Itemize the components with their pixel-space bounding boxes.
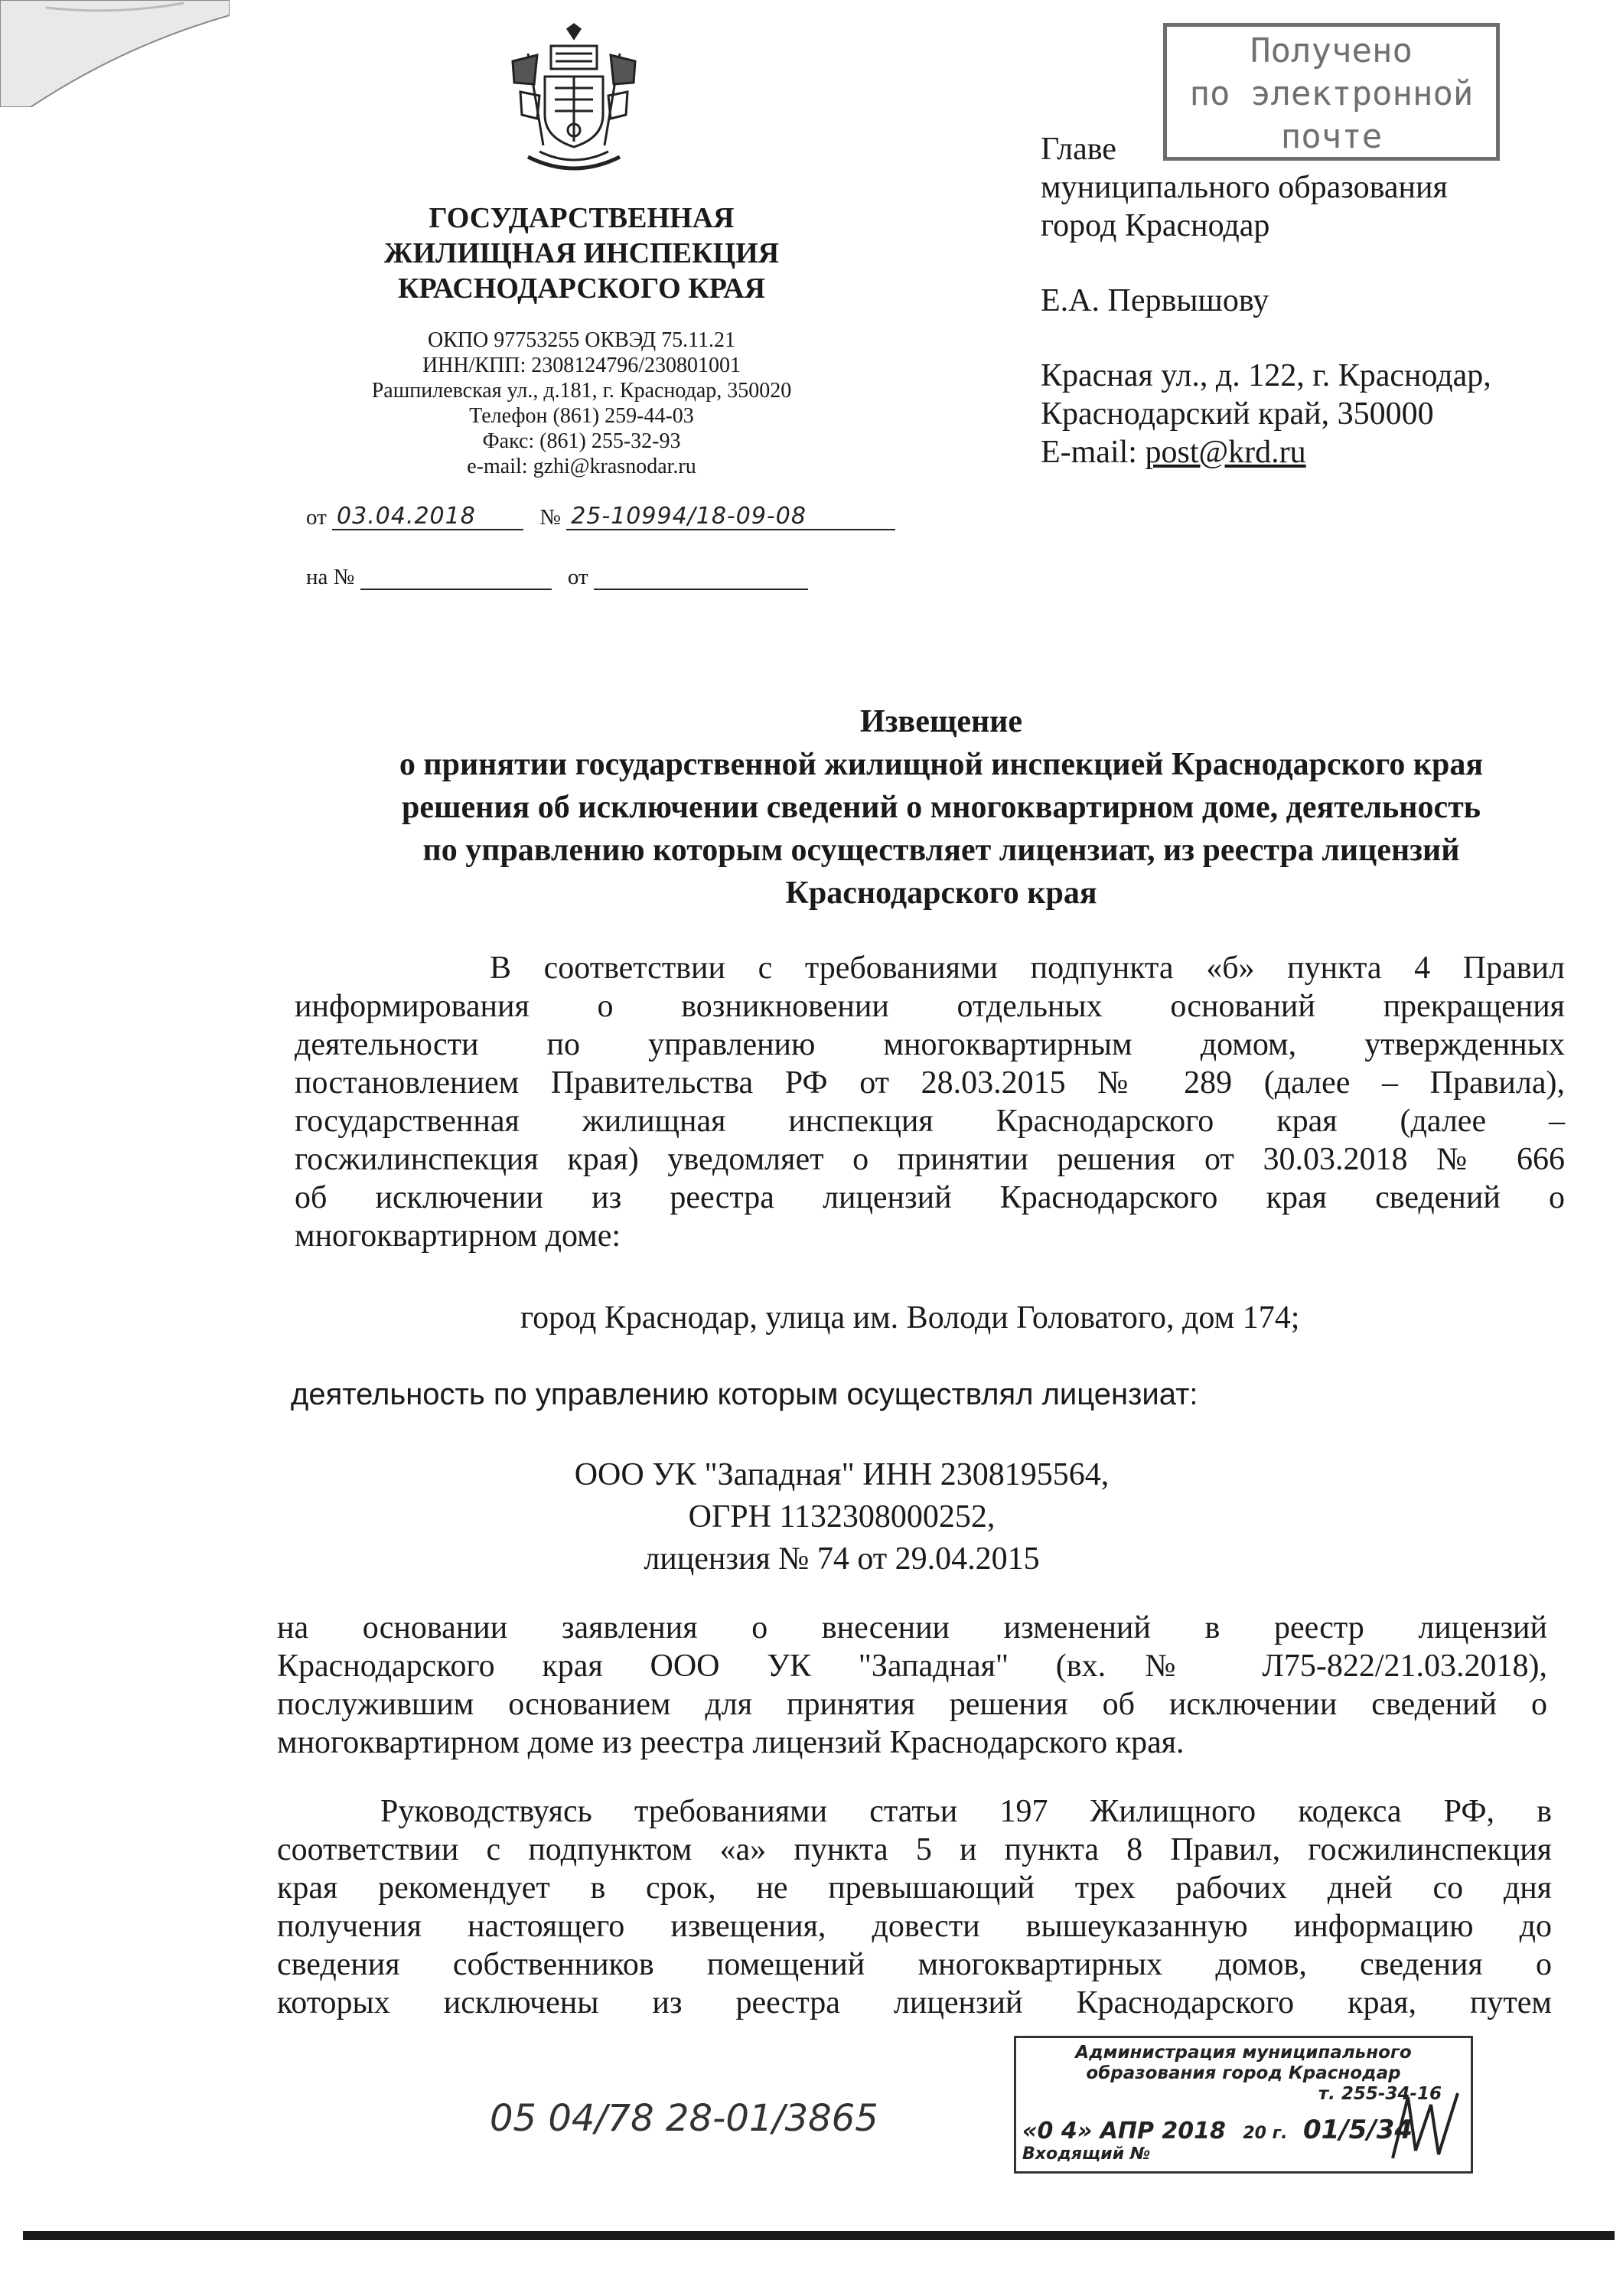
- addressee-title: муниципального образования: [1041, 170, 1448, 205]
- text-line: Краснодарского края ООО УК "Западная" (вх.№ Л75-822/21.03.2018),: [277, 1649, 1547, 1684]
- scan-edge-bar: [23, 2231, 1615, 2240]
- addressee-address: Красная ул., д. 122, г. Краснодар,: [1041, 358, 1491, 393]
- stamp-number: 01/5/34: [1302, 2115, 1413, 2145]
- org-address: Рашпилевская ул., д.181, г. Краснодар, 350020: [371, 379, 792, 403]
- text-line: об исключении из реестра лицензий Краснодарского края сведений о: [295, 1180, 1565, 1215]
- stamp-line: образования город Краснодар: [1086, 2063, 1401, 2083]
- text-line: послужившим основанием для принятия решения об исключении сведений о: [277, 1687, 1547, 1722]
- on-number-label: на №: [306, 565, 355, 589]
- addressee-title: город Краснодар: [1041, 208, 1270, 243]
- addressee-email-link[interactable]: post@krd.ru: [1145, 435, 1306, 470]
- text-line: которых исключены из реестра лицензий Краснодарского края, путем: [277, 1985, 1552, 2020]
- coat-of-arms-icon: [497, 23, 650, 180]
- incoming-reference: [306, 565, 808, 590]
- paragraph-notification: [295, 949, 1565, 1255]
- outgoing-registration: [306, 505, 895, 530]
- addressee-email-line: [1041, 433, 1607, 471]
- addressee-name: Е.А. Первышову: [1041, 283, 1269, 318]
- incoming-label: Входящий №: [1022, 2144, 1151, 2164]
- on-from-label: от: [567, 565, 588, 589]
- from-label: от: [306, 505, 327, 530]
- stamp-line: по электронной: [1189, 74, 1474, 113]
- organization-name: [291, 201, 872, 306]
- title-line: Извещение: [859, 704, 1022, 739]
- document-title: [291, 700, 1592, 915]
- text-line: деятельности по управлению многоквартирным домом, утвержденных: [295, 1027, 1565, 1062]
- outgoing-number: 25-10994/18-09-08: [571, 503, 807, 530]
- email-label: E-mail:: [1041, 435, 1146, 470]
- title-line: решения об исключении сведений о многоквартирном доме, деятельность: [402, 790, 1481, 825]
- organization-details: [291, 328, 872, 479]
- outgoing-date: 03.04.2018: [337, 503, 476, 530]
- text-line: информирования о возникновении отдельных оснований прекращения: [295, 989, 1565, 1024]
- licensee-line: лицензия № 74 от 29.04.2015: [644, 1541, 1040, 1577]
- text-line: многоквартирном доме:: [295, 1218, 621, 1254]
- licensee-line: ОГРН 1132308000252,: [688, 1499, 996, 1534]
- text-line: края рекомендует в срок, не превышающий трех рабочих дней со дня: [277, 1870, 1552, 1906]
- text-line: государственная жилищная инспекция Краснодарского края (далее –: [295, 1104, 1565, 1139]
- activity-statement: деятельность по управлению которым осуществлял лицензиат:: [291, 1378, 1198, 1411]
- text-line: постановлением Правительства РФ от 28.03.2015 № 289 (далее – Правила),: [295, 1065, 1565, 1101]
- text-line: В соответствии с требованиями подпункта «б» пункта 4 Правил: [490, 951, 1565, 986]
- licensee-line: ООО УК "Западная" ИНН 2308195564,: [574, 1457, 1110, 1492]
- stamp-line: почте: [1280, 117, 1383, 156]
- number-label: №: [539, 505, 561, 530]
- addressee-title: Главе: [1041, 132, 1116, 167]
- addressee-address: Краснодарский край, 350000: [1041, 396, 1434, 432]
- reference-date-field: [594, 567, 808, 590]
- stamp-line: Получено: [1250, 31, 1413, 70]
- reference-number-field: [360, 567, 552, 590]
- licensee-block: [459, 1454, 1224, 1580]
- text-line: госжилинспекция края) уведомляет о принятии решения от 30.03.2018 № 666: [295, 1142, 1565, 1177]
- org-fax: Факс: (861) 255-32-93: [482, 429, 681, 453]
- stamp-line: Администрация муниципального: [1075, 2043, 1412, 2063]
- text-line: многоквартирном доме из реестра лицензий Краснодарского края.: [277, 1725, 1185, 1760]
- stamp-line: т. 255-34-16: [1318, 2084, 1442, 2104]
- org-name-line: ЖИЛИЩНАЯ ИНСПЕКЦИЯ: [383, 237, 780, 269]
- outgoing-date-field: [332, 503, 523, 530]
- paragraph-recommendation: [277, 1792, 1552, 2022]
- org-name-line: КРАСНОДАРСКОГО КРАЯ: [397, 272, 766, 305]
- title-line: Краснодарского края: [785, 876, 1097, 911]
- handwritten-note: 05 04/78 28-01/3865: [490, 2097, 878, 2140]
- signature-icon: [1385, 2082, 1469, 2174]
- title-line: о принятии государственной жилищной инспекцией Краснодарского края: [399, 747, 1484, 782]
- text-line: сведения собственников помещений многоквартирных домов, сведения о: [277, 1947, 1552, 1982]
- org-codes: ОКПО 97753255 ОКВЭД 75.11.21: [427, 328, 736, 352]
- text-line: на основании заявления о внесении изменений в реестр лицензий: [277, 1610, 1547, 1645]
- org-phone: Телефон (861) 259-44-03: [469, 404, 694, 428]
- org-email: e-mail: gzhi@krasnodar.ru: [467, 455, 696, 478]
- text-line: получения настоящего извещения, довести вышеуказанную информацию до: [277, 1909, 1552, 1944]
- text-line: Руководствуясь требованиями статьи 197 Жилищного кодекса РФ, в: [380, 1794, 1552, 1829]
- title-line: по управлению которым осуществляет лицензиат, из реестра лицензий: [422, 833, 1460, 868]
- text-line: соответствии с подпунктом «а» пункта 5 и пункта 8 Правил, госжилинспекция: [277, 1832, 1552, 1867]
- org-name-line: ГОСУДАРСТВЕННАЯ: [429, 202, 735, 234]
- page-corner-shadow: [0, 0, 230, 107]
- org-inn: ИНН/КПП: 2308124796/230801001: [422, 354, 741, 377]
- paragraph-basis: [277, 1609, 1547, 1762]
- outgoing-number-field: [566, 503, 895, 530]
- building-address: город Краснодар, улица им. Володи Головатого, дом 174;: [520, 1300, 1300, 1336]
- stamp-date: «0 4» АПР 2018: [1022, 2118, 1226, 2144]
- addressee-block: [1041, 130, 1607, 471]
- stamp-year-suffix: 20 г.: [1243, 2124, 1288, 2143]
